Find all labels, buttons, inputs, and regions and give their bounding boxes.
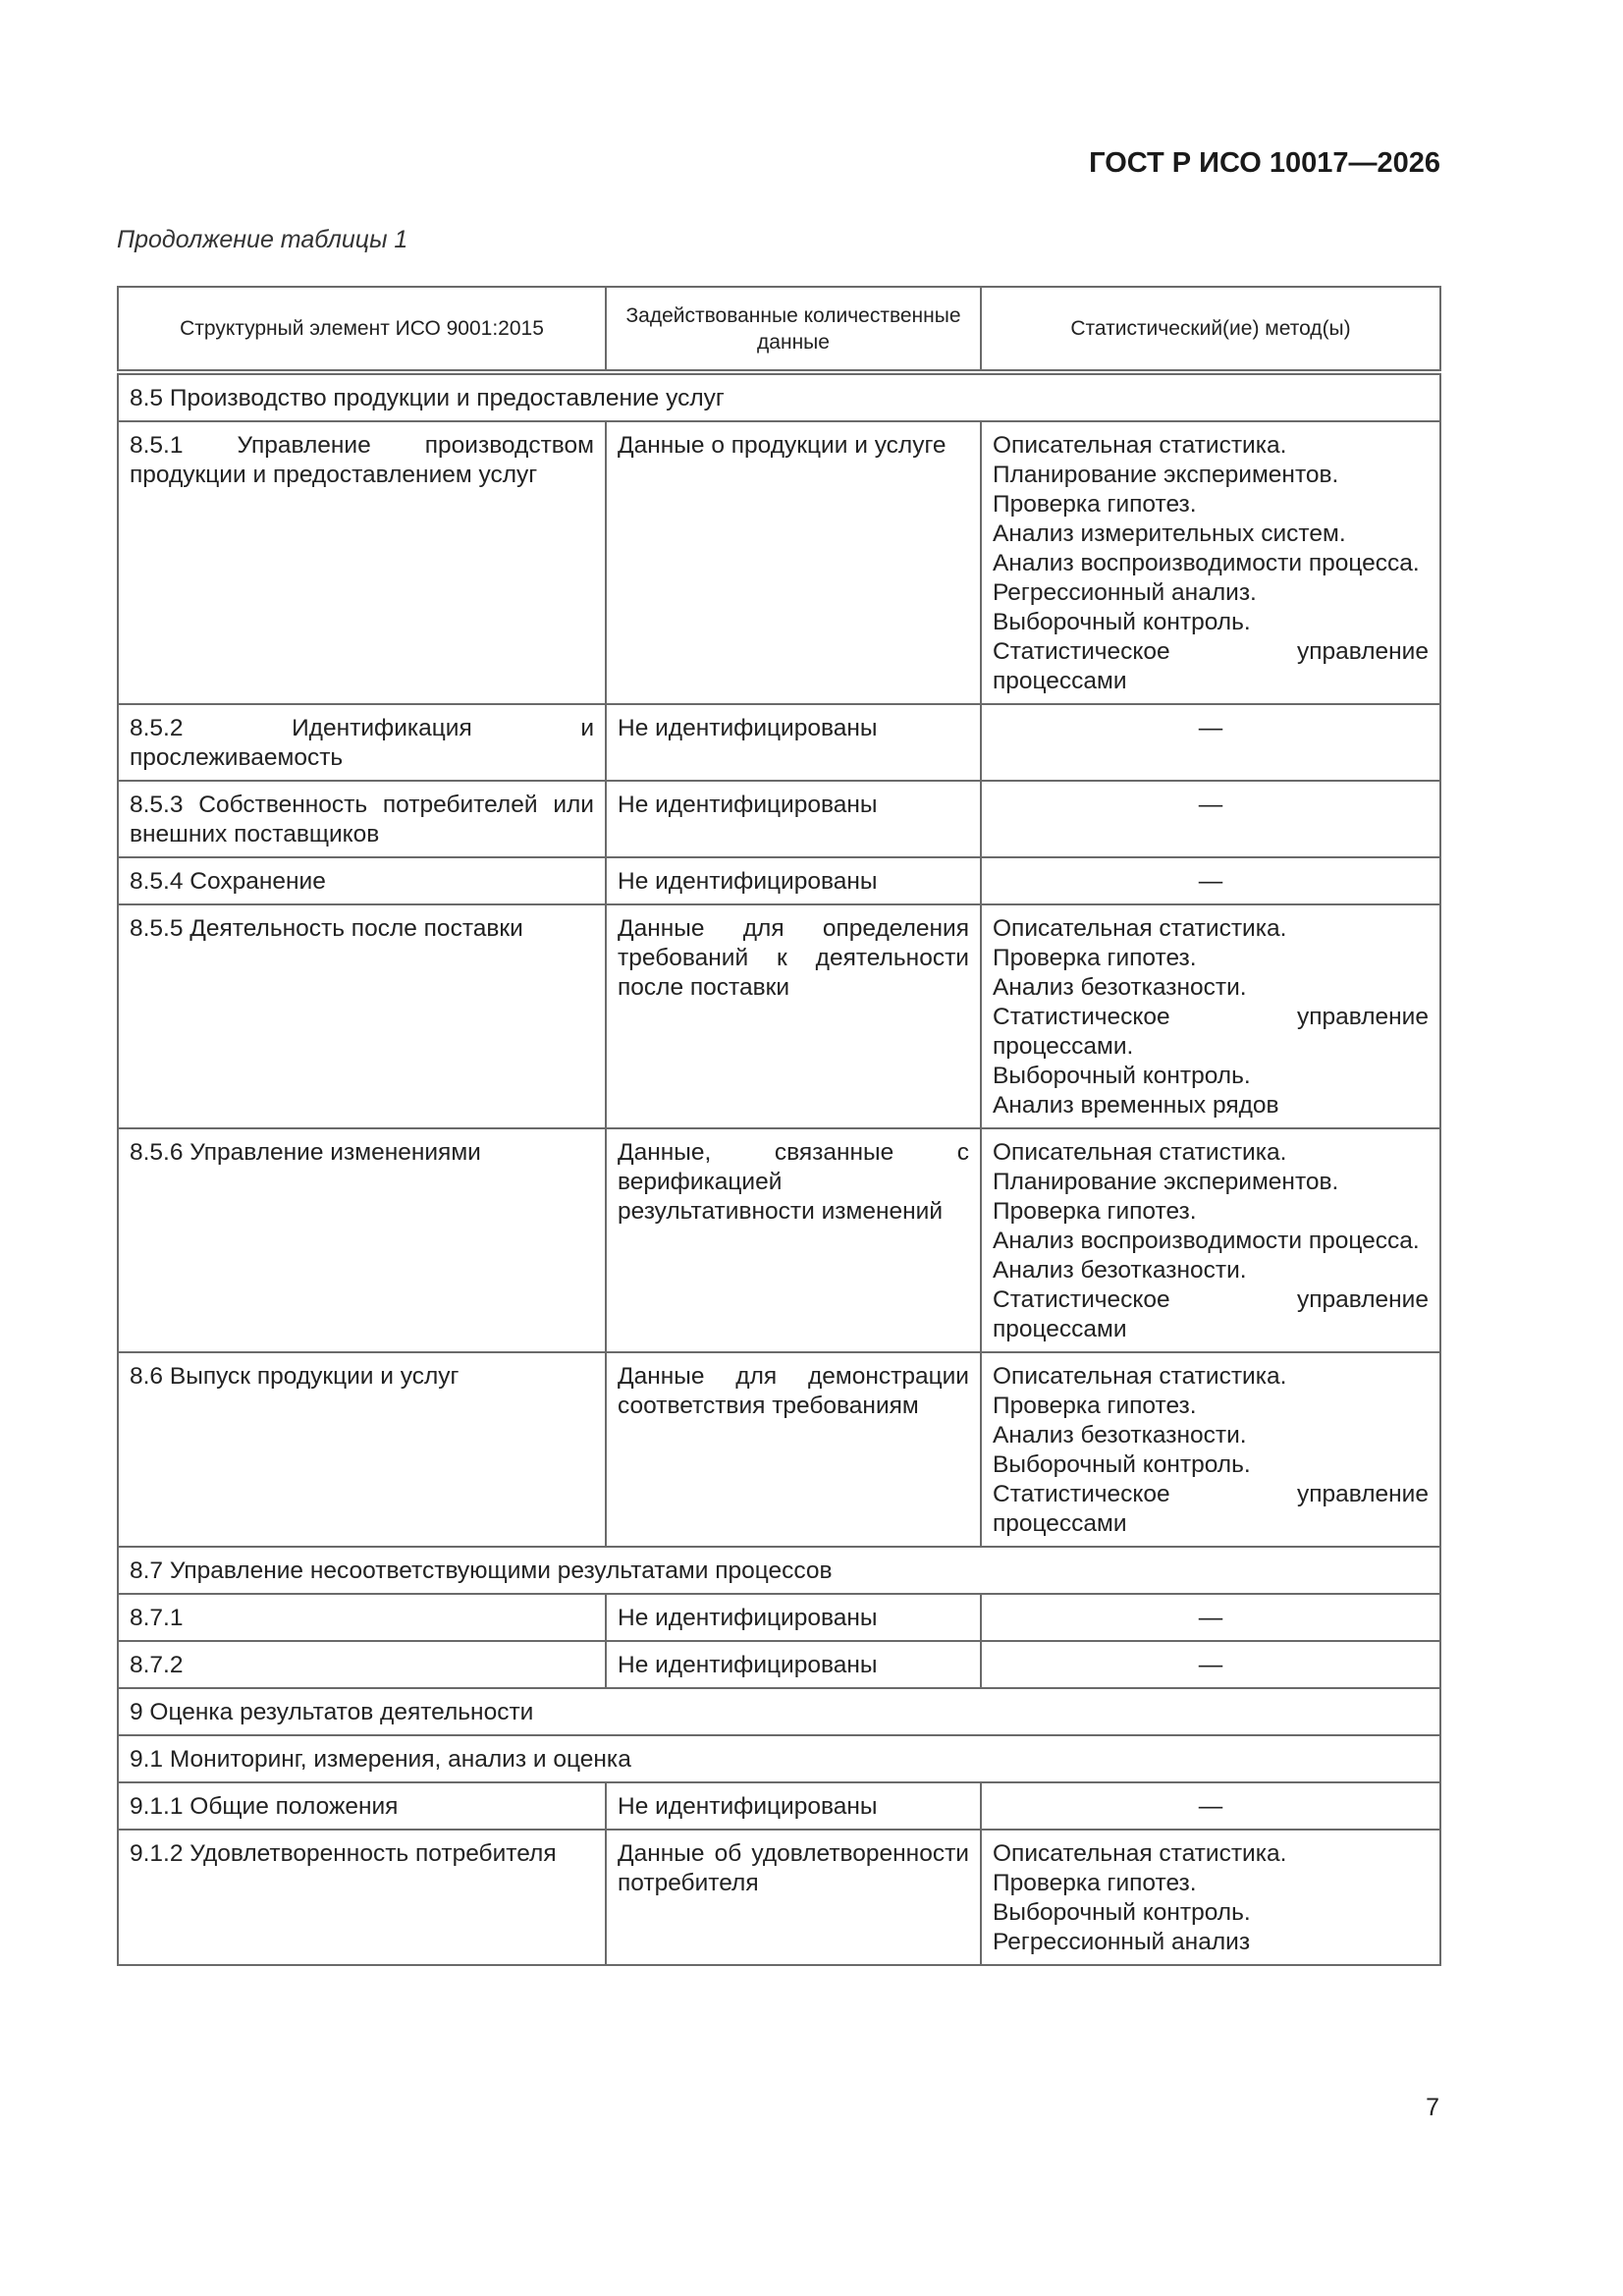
- table-caption: Продолжение таблицы 1: [117, 226, 408, 253]
- method-item: Регрессионный анализ.: [993, 579, 1257, 606]
- method-item: Анализ безотказности.: [993, 1257, 1247, 1284]
- method-item: Статистическое управление процессами: [993, 638, 1429, 694]
- methods-cell: —: [981, 704, 1440, 781]
- method-item: Анализ временных рядов: [993, 1092, 1279, 1119]
- method-item: Описательная статистика.: [993, 915, 1287, 942]
- section-row: [118, 1735, 1440, 1782]
- data-cell: Не идентифицированы: [606, 704, 981, 781]
- method-item: Проверка гипотез.: [993, 1198, 1197, 1225]
- table-row: [118, 1352, 1440, 1547]
- method-item: Статистическое управление процессами.: [993, 1004, 1429, 1060]
- method-item: Статистическое управление процессами: [993, 1286, 1429, 1342]
- method-item: Выборочный контроль.: [993, 609, 1251, 635]
- method-item: Выборочный контроль.: [993, 1063, 1251, 1089]
- method-item: Планирование экспериментов.: [993, 462, 1339, 488]
- element-cell: 9.1.2 Удовлетворенность потребителя: [118, 1830, 606, 1965]
- section-row: [118, 1547, 1440, 1594]
- section-title: 9.1 Мониторинг, измерения, анализ и оценка: [118, 1735, 1440, 1782]
- methods-cell: —: [981, 857, 1440, 904]
- table-row: [118, 1128, 1440, 1352]
- method-item: Выборочный контроль.: [993, 1451, 1251, 1478]
- method-item: Проверка гипотез.: [993, 491, 1197, 518]
- methods-cell: —: [981, 1782, 1440, 1830]
- methods-cell: [981, 421, 1440, 704]
- section-title: 8.7 Управление несоответствующими результатами процессов: [118, 1547, 1440, 1594]
- section-row: [118, 1688, 1440, 1735]
- method-item: Анализ измерительных систем.: [993, 520, 1346, 547]
- methods-cell: [981, 904, 1440, 1128]
- table-row: [118, 1782, 1440, 1830]
- methods-cell: [981, 1128, 1440, 1352]
- table-row: [118, 421, 1440, 704]
- table-row: [118, 781, 1440, 857]
- column-header-methods: Статистический(ие) метод(ы): [981, 287, 1440, 372]
- element-cell: 8.5.5 Деятельность после поставки: [118, 904, 606, 1128]
- methods-cell: —: [981, 781, 1440, 857]
- data-cell: Данные для определения требований к деятельности после поставки: [606, 904, 981, 1128]
- element-cell: 8.5.3 Собственность потребителей или внешних поставщиков: [118, 781, 606, 857]
- method-item: Описательная статистика.: [993, 1363, 1287, 1390]
- data-cell: Данные об удовлетворенности потребителя: [606, 1830, 981, 1965]
- section-title: 9 Оценка результатов деятельности: [118, 1688, 1440, 1735]
- data-cell: Не идентифицированы: [606, 781, 981, 857]
- data-cell: Не идентифицированы: [606, 1641, 981, 1688]
- data-cell: Не идентифицированы: [606, 857, 981, 904]
- element-cell: 8.6 Выпуск продукции и услуг: [118, 1352, 606, 1547]
- data-cell: Не идентифицированы: [606, 1782, 981, 1830]
- document-code: ГОСТ Р ИСО 10017—2026: [1089, 147, 1440, 179]
- data-cell: Данные для демонстрации соответствия требованиям: [606, 1352, 981, 1547]
- element-cell: 8.5.2 Идентификация и прослеживаемость: [118, 704, 606, 781]
- element-cell: 8.5.1 Управление производством продукции и предоставлением услуг: [118, 421, 606, 704]
- statistical-methods-table: [117, 286, 1441, 1966]
- method-item: Анализ безотказности.: [993, 974, 1247, 1001]
- column-header-data: Задействованные количественные данные: [606, 287, 981, 372]
- table-row: [118, 704, 1440, 781]
- methods-cell: [981, 1352, 1440, 1547]
- method-item: Анализ воспроизводимости процесса.: [993, 550, 1420, 576]
- page-number: 7: [1426, 2094, 1439, 2121]
- table-row: [118, 1641, 1440, 1688]
- element-cell: 9.1.1 Общие положения: [118, 1782, 606, 1830]
- data-cell: Данные, связанные с верификацией результативности изменений: [606, 1128, 981, 1352]
- method-item: Регрессионный анализ: [993, 1929, 1251, 1955]
- method-item: Описательная статистика.: [993, 432, 1287, 459]
- method-item: Описательная статистика.: [993, 1840, 1287, 1867]
- method-item: Анализ воспроизводимости процесса.: [993, 1228, 1420, 1254]
- table-row: [118, 1594, 1440, 1641]
- table-row: [118, 904, 1440, 1128]
- method-item: Планирование экспериментов.: [993, 1169, 1339, 1195]
- method-item: Проверка гипотез.: [993, 1393, 1197, 1419]
- element-cell: 8.5.6 Управление изменениями: [118, 1128, 606, 1352]
- data-cell: Данные о продукции и услуге: [606, 421, 981, 704]
- method-item: Анализ безотказности.: [993, 1422, 1247, 1449]
- method-item: Проверка гипотез.: [993, 945, 1197, 971]
- column-header-element: Структурный элемент ИСО 9001:2015: [118, 287, 606, 372]
- methods-cell: —: [981, 1594, 1440, 1641]
- table-header-row: [118, 287, 1440, 372]
- method-item: Описательная статистика.: [993, 1139, 1287, 1166]
- section-row: [118, 372, 1440, 421]
- method-item: Выборочный контроль.: [993, 1899, 1251, 1926]
- section-title: 8.5 Производство продукции и предоставление услуг: [118, 372, 1440, 421]
- table-row: [118, 857, 1440, 904]
- element-cell: 8.7.2: [118, 1641, 606, 1688]
- method-item: Проверка гипотез.: [993, 1870, 1197, 1896]
- data-cell: Не идентифицированы: [606, 1594, 981, 1641]
- element-cell: 8.7.1: [118, 1594, 606, 1641]
- method-item: Статистическое управление процессами: [993, 1481, 1429, 1537]
- methods-cell: —: [981, 1641, 1440, 1688]
- element-cell: 8.5.4 Сохранение: [118, 857, 606, 904]
- table-row: [118, 1830, 1440, 1965]
- methods-cell: [981, 1830, 1440, 1965]
